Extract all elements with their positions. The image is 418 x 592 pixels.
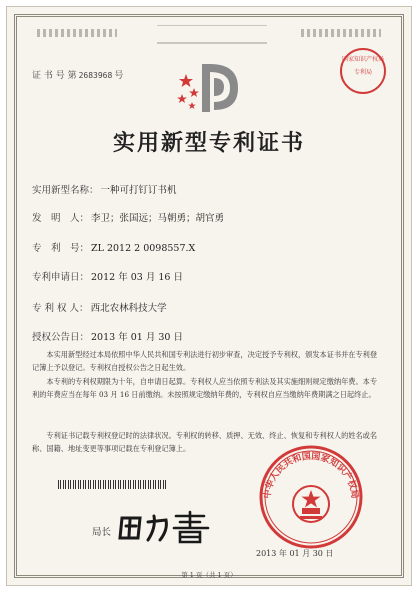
official-seal-text: 中华人民共和国国家知识产权局 (262, 451, 360, 500)
field-value: 西北农林科技大学 (90, 303, 167, 314)
cnipa-emblem-icon (172, 58, 244, 118)
field-utility-model-name (32, 182, 177, 196)
field-value: ZL 2012 2 0098557.X (91, 243, 196, 254)
field-label: 实用新型名称： (32, 185, 99, 196)
field-label: 发 明 人： (32, 213, 90, 224)
field-value: 一种可打钉订书机 (100, 185, 177, 196)
field-label: 专 利 号： (32, 243, 90, 254)
field-label: 专 利 权 人： (32, 303, 89, 314)
border-ornament-right (301, 29, 381, 37)
official-stamp (340, 48, 386, 94)
certificate-number-value: 2683968 (78, 71, 113, 80)
field-value: 李卫；张国远；马朝勇；胡官勇 (91, 213, 225, 224)
border-ornament-left (37, 29, 117, 37)
field-inventors (32, 210, 224, 224)
certificate-number-suffix: 号 (114, 71, 124, 81)
national-emblem-icon (293, 486, 329, 522)
director-signature (114, 510, 224, 544)
page-footer: 第 1 页（共 1 页） (181, 571, 237, 579)
field-patentee (32, 300, 167, 314)
paragraph-legal-status: 专利证书记载专利权登记时的法律状况。专利权的转移、质押、无效、终止、恢复和专利权人的姓名或名称、国籍、地址变更等事项记载在专利登记簿上。 (32, 431, 378, 453)
certificate-number-prefix: 证 书 号 第 (32, 71, 77, 81)
official-seal (256, 442, 366, 552)
barcode (58, 480, 168, 489)
paragraph-grant-statement: 本实用新型经过本局依照中华人民共和国专利法进行初步审查，决定授予专利权，颁发本证书并在专利登记簿上予以登记。专利权自授权公告之日起生效。 (32, 350, 378, 372)
border-ornament-center (157, 25, 267, 44)
field-patent-number (32, 240, 195, 254)
director-label: 局长 (92, 527, 112, 538)
official-stamp-ring-text: 国家知识产权局 (342, 56, 385, 63)
field-value: 2013 年 01 月 30 日 (91, 332, 183, 343)
certificate-title: 实用新型专利证书 (112, 130, 305, 156)
issue-date: 2013 年 01 月 30 日 (256, 549, 334, 558)
field-label: 授权公告日： (32, 332, 90, 343)
field-value: 2012 年 03 月 16 日 (91, 272, 183, 283)
official-stamp-center-text: 专利局 (353, 69, 372, 76)
field-application-date (32, 269, 183, 283)
field-label: 专利申请日： (32, 272, 90, 283)
paragraph-term-and-fees: 本专利的专利权期限为十年，自申请日起算。专利权人应当依照专利法及其实施细则规定缴纳年费。本专利的年费应当在每年 03 月 16 日前缴纳。未按照规定缴纳年费的，专利权自应当缴纳年费期满之日起终止。 (32, 377, 378, 399)
field-grant-date (32, 329, 183, 343)
certificate-number (32, 68, 123, 81)
